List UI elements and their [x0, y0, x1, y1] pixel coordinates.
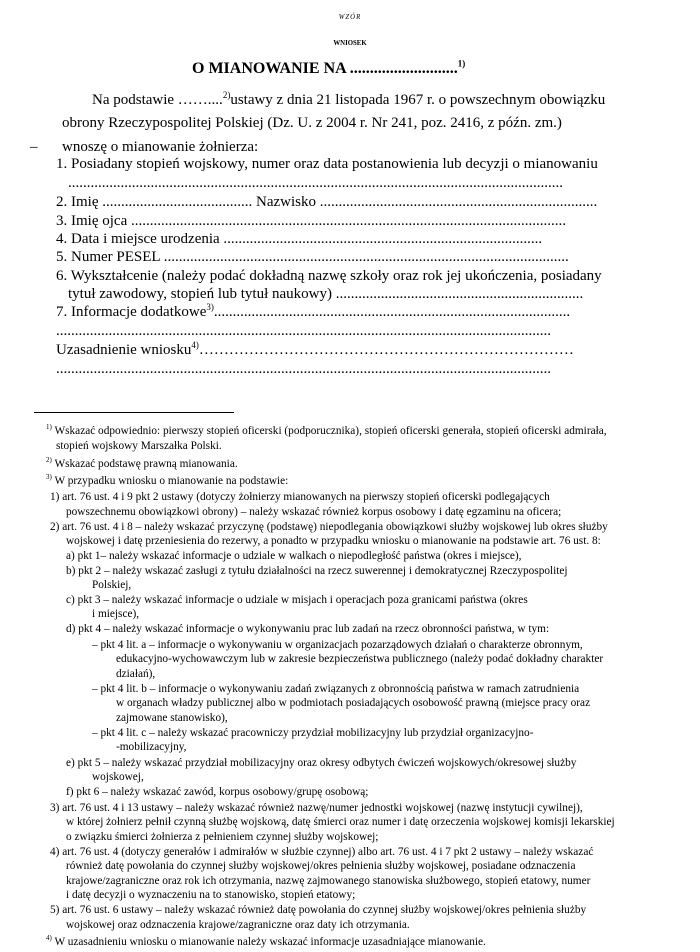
- footnote-3-item-5: 5) art. 76 ust. 6 ustawy – należy wskazać również datę powołania do czynnej służby wojskowej/okres pełnienia służby: [50, 904, 587, 917]
- footnote-ref: 1): [457, 58, 466, 69]
- field-birth: 4. Data i miejsce urodzenia .....................................................................................: [56, 231, 543, 247]
- footnote-3-item-2d-1-line-2: edukacyjno-wychowawczym lub w zakresie bezpieczeństwa publicznego (należy podać dokładny charakter: [116, 653, 604, 666]
- footnote-3-item-2e: e) pkt 5 – należy wskazać przydział mobilizacyjny oraz okresy odbytych ćwiczeń wojskowych/okresowej służby: [66, 756, 577, 769]
- footnote-ref: 2): [222, 90, 231, 100]
- footnote-3-item-2d-1: – pkt 4 lit. a – informacje o wykonywaniu w organizacjach pozarządowych działań o charakterze obronnym,: [92, 638, 583, 651]
- footnote-text: W przypadku wniosku o mianowanie na podstawie:: [54, 474, 289, 487]
- intro-text-a: Na podstawie ……....: [92, 92, 223, 108]
- footnote-4: [46, 936, 486, 948]
- justification-label: Uzasadnienie wniosku: [56, 342, 192, 358]
- footnote-3-item-1-line-2: powszechnemu obowiązkowi obrony) – należy wskazać również korpus osobowy i datę egzaminu na oficera;: [66, 505, 562, 518]
- footnote-ref: 4): [191, 340, 199, 350]
- footnote-mark: 3): [46, 473, 52, 482]
- footnote-3-item-2d-3-line-2: -mobilizacyjny,: [116, 741, 187, 754]
- footnote-3-item-2d-2-line-3: zajmowane stanowisko),: [116, 711, 228, 724]
- footnote-3-item-2-line-2: wojskowej i datę przeniesienia do rezerwy, a ponadto w przypadku wniosku o mianowanie na podstawie art. 76 ust. 8:: [66, 535, 601, 548]
- footnote-text: Wskazać odpowiednio: pierwszy stopień oficerski (podporucznika), stopień oficerski generała, stopień oficerski admirała,: [54, 425, 607, 437]
- footnote-3-item-4: 4) art. 76 ust. 4 (dotyczy generałów i admirałów w służbie czynnej) albo art. 76 ust. 4 i 7 pkt 2 ustawy – należy wskazać: [50, 845, 594, 858]
- footnote-3-item-3-line-3: o związku śmierci żołnierza z pełnieniem czynnej służby wojskowej;: [66, 830, 379, 843]
- footnote-separator: [34, 412, 234, 413]
- footnote-3-item-2d-2: – pkt 4 lit. b – informacje o wykonywaniu zadań związanych z obronnością państwa w ramach zatrudnienia: [92, 682, 580, 695]
- justification-dots: …………………………………………………………………: [198, 342, 574, 358]
- document-subtitle: [192, 60, 465, 78]
- footnote-3-item-3: 3) art. 76 ust. 4 i 13 ustawy – należy wskazać również nazwę/numer jednostki wojskowej (nazwę instytucji cywilnej),: [50, 801, 583, 814]
- footnote-ref: 3): [206, 302, 214, 312]
- footnote-text: W uzasadnieniu wniosku o mianowanie należy wskazać informacje uzasadniające mianowanie.: [54, 936, 486, 948]
- footnote-3-item-2: 2) art. 76 ust. 4 i 8 – należy wskazać przyczynę (podstawę) niepodlegania obowiązkowi służby wojskowej lub okres służby: [50, 520, 608, 533]
- footnote-3-item-2c: c) pkt 3 – należy wskazać informacje o udziale w misjach i operacjach poza granicami państwa (okres: [66, 593, 528, 606]
- field-name: 2. Imię ........................................ Nazwisko ..........................................................................: [56, 194, 598, 210]
- footnote-text: Wskazać podstawę prawną mianowania.: [54, 457, 238, 470]
- footnote-3-item-2c-line-2: i miejsce),: [92, 608, 140, 621]
- footnote-3-item-2f: f) pkt 6 – należy wskazać zawód, korpus osobowy/grupę osobową;: [66, 786, 369, 799]
- additional-info-dots: ...............................................................................................: [213, 304, 571, 320]
- footnote-3-item-4-line-2: również datę powołania do czynnej służby wojskowej/okres pełnienia służby wojskowej, posiadane odznaczenia: [66, 860, 576, 873]
- footnote-3-item-4-line-3: krajowe/zagraniczne oraz rok ich otrzymania, nazwę zajmowanego stanowiska służbowego, stopień etatowy, numer: [66, 874, 591, 887]
- footnote-3-item-2d-1-line-3: działań),: [116, 667, 156, 680]
- footnote-3-item-2b-line-2: Polskiej,: [92, 579, 132, 592]
- footnote-3: [46, 475, 288, 487]
- intro-line-2: obrony Rzeczypospolitej Polskiej (Dz. U. z 2004 r. Nr 241, poz. 2416, z późn. zm.): [62, 115, 562, 131]
- footnote-3-item-2d-3: – pkt 4 lit. c – należy wskazać pracowniczy przydział mobilizacyjny lub przydział organizacyjno-: [92, 726, 534, 739]
- field-education: 6. Wykształcenie (należy podać dokładną nazwę szkoły oraz rok jej ukończenia, posiadany: [56, 268, 602, 284]
- footnote-3-item-2b: b) pkt 2 – należy wskazać zasługi z tytułu działalności na rzecz suwerennej i demokratycznej Rzeczypospolitej: [66, 564, 568, 577]
- footnote-3-item-2a: a) pkt 1– należy wskazać informacje o udziale w walkach o niepodległość państwa (okres i miejsce),: [66, 549, 522, 562]
- document-title: WNIOSEK: [333, 40, 367, 47]
- footnote-3-item-2d-2-line-2: w organach władzy publicznej albo w podmiotach posiadających osobowość prawną (miejsce pracy oraz: [116, 697, 591, 710]
- footnote-1-line-2: stopień wojskowy Marszałka Polski.: [56, 440, 222, 453]
- field-justification: [56, 342, 574, 359]
- footnote-mark: 2): [46, 455, 52, 464]
- footnote-2: [46, 455, 238, 470]
- field-rank-dots: ....................................................................................................................................: [68, 175, 563, 191]
- form-template-label: WZÓR: [338, 14, 362, 21]
- field-pesel: 5. Numer PESEL ............................................................................................................: [56, 249, 569, 265]
- field-father-name: 3. Imię ojca ....................................................................................................................: [56, 213, 566, 229]
- field-additional-info: [56, 304, 570, 321]
- footnote-mark: 4): [46, 934, 52, 943]
- footnote-3-item-2e-line-2: wojskowej,: [92, 771, 144, 784]
- footnote-3-item-3-line-2: w której żołnierz pełnił czynną służbę wojskową, datę śmierci oraz numer i datę orzeczenia wojskowej komisji lekarskiej: [66, 816, 615, 829]
- additional-info-dots-line: ....................................................................................................................................: [56, 323, 551, 339]
- footnote-3-item-1: 1) art. 76 ust. 4 i 9 pkt 2 ustawy (dotyczy żołnierzy mianowanych na pierwszy stopień oficerski podlegających: [50, 491, 550, 504]
- footnote-3-item-5-line-2: wojskowej oraz odznaczenia krajowe/zagraniczne oraz daty ich otrzymania.: [66, 918, 410, 931]
- additional-info-label: 7. Informacje dodatkowe: [56, 304, 207, 320]
- footnote-1: [46, 425, 607, 437]
- footnote-mark: 1): [46, 423, 52, 432]
- footnote-3-item-4-line-4: i datę decyzji o wyznaczeniu na to stanowisko, stopień etatowy;: [66, 889, 356, 902]
- subtitle-text: O MIANOWANIE NA ...........................: [192, 60, 458, 77]
- intro-text-b: ustawy z dnia 21 listopada 1967 r. o powszechnym obowiązku: [230, 92, 606, 108]
- field-education-line-2: tytuł zawodowy, stopień lub tytuł naukowy) ..................................................................: [68, 286, 584, 302]
- footnote-3-item-2d: d) pkt 4 – należy wskazać informacje o wykonywaniu prac lub zadań na rzecz obronności państwa, w tym:: [66, 623, 550, 636]
- list-dash: –: [30, 139, 38, 155]
- form-lead: wnoszę o mianowanie żołnierza:: [62, 139, 259, 155]
- field-rank: 1. Posiadany stopień wojskowy, numer oraz data postanowienia lub decyzji o mianowaniu: [56, 156, 598, 172]
- intro-line-1: [92, 92, 605, 109]
- justification-dots-line: ....................................................................................................................................: [56, 361, 551, 377]
